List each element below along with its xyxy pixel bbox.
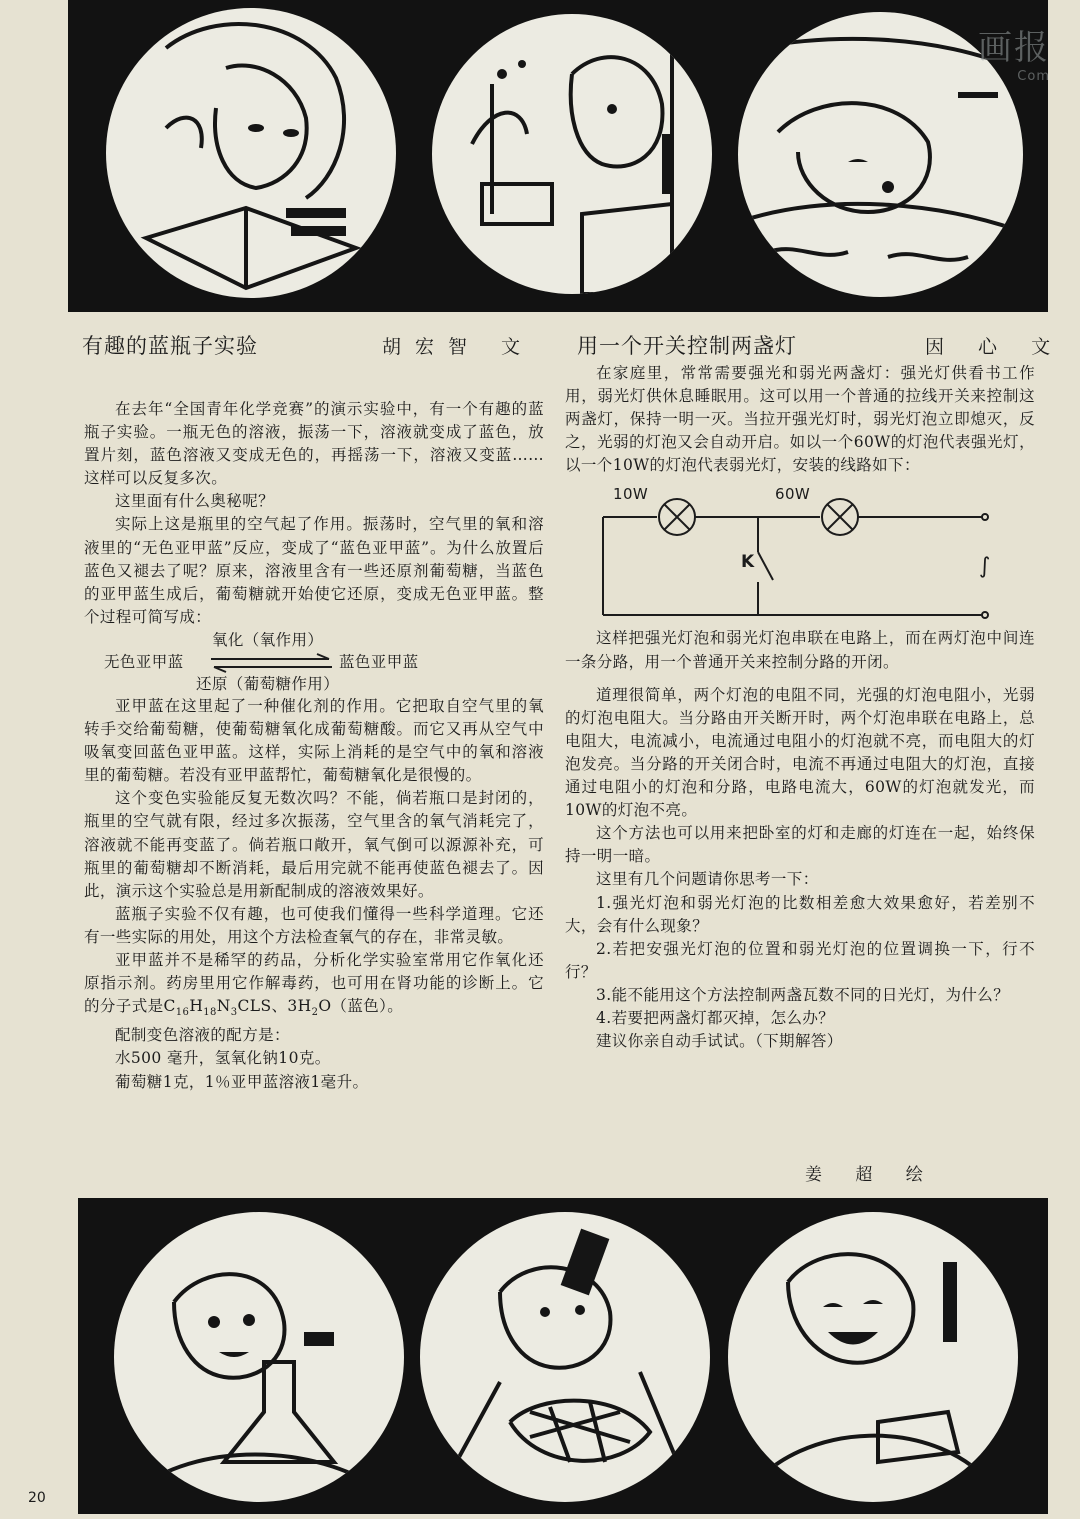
paragraph: 实际上这是瓶里的空气起了作用。振荡时，空气里的氧和溶液里的“无色亚甲蓝”反应，变成了“蓝色亚甲蓝”。为什么放置后蓝色又褪去了呢？原来，溶液里含有一些还原剂葡萄糖，当蓝色的亚甲蓝生成后，葡萄糖就开始使它还原，变成无色亚甲蓝。整个过程可简写成： [84, 515, 544, 626]
question-item: 4.若要把两盏灯都灭掉，怎么办？ [596, 1008, 835, 1027]
recipe-intro: 配制变色溶液的配方是： [115, 1026, 290, 1045]
recipe-line: 葡萄糖1克，1％亚甲蓝溶液1毫升。 [115, 1072, 369, 1091]
equation-left-label: 无色亚甲蓝 [104, 652, 184, 671]
equation-bottom-label: 还原（葡萄糖作用） [196, 674, 340, 693]
paragraph: 这里面有什么奥秘呢？ [115, 492, 275, 511]
top-illustration-band [68, 0, 1048, 312]
paragraph: 亚甲蓝在这里起了一种催化剂的作用。它把取自空气里的氧转手交给葡萄糖，使葡萄糖氧化成葡萄糖酸。而它又再从空气中吸氧变回蓝色亚甲蓝。这样，实际上消耗的是空气中的氧和溶液里的葡萄糖。若没有亚甲蓝帮忙，葡萄糖氧化是很慢的。 [84, 696, 544, 785]
page-number: 20 [28, 1490, 46, 1506]
left-article-byline: 胡宏智 文 [382, 336, 535, 358]
illustration-girl-reading [106, 8, 396, 298]
equation-right-label: 蓝色亚甲蓝 [339, 652, 419, 671]
question-item: 1.强光灯泡和弱光灯泡的比数相差愈大效果愈好，若差别不大，会有什么现象？ [565, 893, 1035, 935]
right-article-body [565, 362, 1035, 1053]
watermark: 画报 Com [978, 28, 1050, 84]
circuit-diagram [565, 477, 1035, 627]
question-item: 3.能不能用这个方法控制两盏瓦数不同的日光灯，为什么？ [596, 985, 1010, 1004]
paragraph: 这个方法也可以用来把卧室的灯和走廊的灯连在一起，始终保持一明一暗。 [565, 824, 1035, 866]
equilibrium-arrows [209, 653, 334, 673]
question-item: 2.若把安强光灯泡的位置和弱光灯泡的位置调换一下，行不行？ [565, 939, 1035, 981]
paragraph: 蓝瓶子实验不仅有趣，也可使我们懂得一些科学道理。它还有一些实际的用处，用这个方法检查氧气的存在，非常灵敏。 [84, 904, 544, 946]
illustrator-credit: 姜 超 绘 [805, 1165, 937, 1185]
paragraph: 这里有几个问题请你思考一下： [596, 870, 819, 889]
recipe-line: 水500 毫升，氢氧化钠10克。 [115, 1049, 331, 1068]
lamp-10w-label: 10W [613, 485, 649, 504]
lamp-60w-label: 60W [775, 485, 811, 504]
switch-k [758, 552, 773, 580]
paragraph: 道理很简单，两个灯泡的电阻不同，光强的灯泡电阻小，光弱的灯泡电阻大。当分路由开关断开时，两个灯泡串联在电路上，总电阻大，电流减小，电流通过电阻小的灯泡就不亮，而电阻大的灯泡发亮。当分路的开关闭合时，电流不再通过电阻大的灯泡，直接通过电阻小的灯泡和分路，电路电流大，60W的灯泡就发光，而10W的灯泡不亮。 [565, 685, 1035, 820]
illustration-boy-shaking-flask [420, 1212, 710, 1502]
left-article-body [84, 398, 544, 1094]
right-article-byline: 因 心 文 [925, 336, 1065, 358]
paragraph: 在去年“全国青年化学竞赛”的演示实验中，有一个有趣的蓝瓶子实验。一瓶无色的溶液，振荡一下，溶液就变成了蓝色，放置片刻，蓝色溶液又变成无色的，再摇荡一下，溶液又变蓝……这样可以反复多次。 [84, 400, 544, 488]
terminal [982, 514, 988, 520]
equation-top-label: 氧化（氧作用） [212, 630, 324, 649]
switch-label: K [741, 552, 755, 573]
power-source-symbol: ∫ [979, 554, 991, 580]
paragraph: 这样把强光灯泡和弱光灯泡串联在电路上，而在两灯泡中间连一条分路，用一个普通开关来控制分路的开闭。 [565, 629, 1035, 671]
molecular-formula: $C_{16}H_{18}N_3CLS$、$3H_2O$（蓝色）。 [163, 997, 404, 1019]
paragraph: 在家庭里，常常需要强光和弱光两盏灯：强光灯供看书工作用，弱光灯供休息睡眠用。这可以用一个普通的拉线开关来控制这两盏灯，保持一明一灭。当拉开强光灯时，弱光灯泡立即熄灭，反之，光弱的灯泡又会自动开启。如以一个60W的灯泡代表强光灯，以一个10W的灯泡代表弱光灯，安装的线路如下： [565, 364, 1035, 475]
right-article-title: 用一个开关控制两盏灯 [577, 334, 797, 358]
illustration-girl-at-door [432, 14, 712, 294]
terminal [982, 612, 988, 618]
illustration-boy-laughing [728, 1212, 1018, 1502]
bottom-illustration-band [78, 1198, 1048, 1514]
redox-equation [84, 629, 544, 695]
left-article-title: 有趣的蓝瓶子实验 [82, 334, 258, 358]
closing-note: 建议你亲自动手试试。（下期解答） [596, 1032, 843, 1051]
paragraph: 这个变色实验能反复无数次吗？不能，倘若瓶口是封闭的，瓶里的空气就有限，经过多次振荡，空气里含的氧气消耗完了，溶液就不能再变蓝了。倘若瓶口敞开，氧气倒可以源源补充，可瓶里的葡萄糖却不断消耗，最后用完就不能再使蓝色褪去了。因此，演示这个实验总是用新配制成的溶液效果好。 [84, 789, 544, 900]
illustration-boy-with-flask [114, 1212, 404, 1502]
paragraph: 亚甲蓝并不是稀罕的药品，分析化学实验室常用它作氧化还原指示剂。药房里用它作解毒药，也可用在肾功能的诊断上。它的分子式是$C_{16}H_{18}N_3CLS$、$3H_2O$（蓝色）。 [84, 950, 544, 1019]
